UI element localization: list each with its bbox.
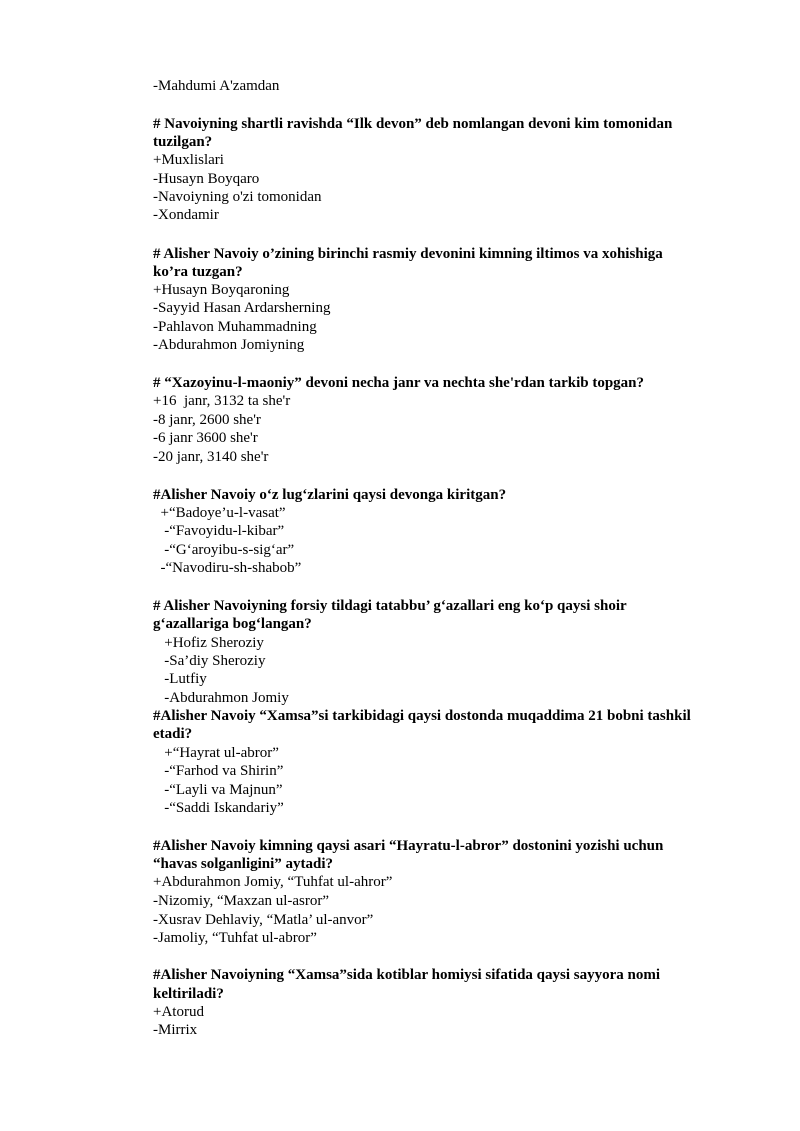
answer-option: -20 janr, 3140 she'r (153, 449, 269, 465)
question-text: #Alisher Navoiy kimning qaysi asari “Hayratu-l-abror” dostonini yozishi uchun (153, 838, 664, 854)
question-text: #Alisher Navoiy “Xamsa”si tarkibidagi qaysi dostonda muqaddima 21 bobni tashkil (153, 708, 691, 724)
question-text: # “Xazoyinu-l-maoniy” devoni necha janr va nechta she'rdan tarkib topgan? (153, 375, 645, 391)
question-text: tuzilgan? (153, 134, 213, 150)
answer-option: -Sa’diy Sheroziy (153, 653, 266, 669)
answer-option: +Muxlislari (153, 152, 224, 168)
answer-option: -“G‘aroyibu-s-sig‘ar” (153, 542, 295, 558)
answer-option: -“Farhod va Shirin” (153, 763, 284, 779)
answer-option: -Abdurahmon Jomiyning (153, 337, 305, 353)
answer-option: -Mirrix (153, 1022, 198, 1038)
question-text: ko’ra tuzgan? (153, 264, 243, 280)
answer-option: -“Favoyidu-l-kibar” (153, 523, 285, 539)
question-text: etadi? (153, 726, 193, 742)
answer-option: -Sayyid Hasan Ardarsherning (153, 300, 331, 316)
answer-option: -8 janr, 2600 she'r (153, 412, 261, 428)
answer-option: +Husayn Boyqaroning (153, 282, 290, 298)
question-text: # Alisher Navoiy o’zining birinchi rasmiy devonini kimning iltimos va xohishiga (153, 246, 663, 262)
question-text: #Alisher Navoiy o‘z lug‘zlarini qaysi devonga kiritgan? (153, 487, 507, 503)
question-text: keltiriladi? (153, 986, 224, 1002)
answer-option: -Mahdumi A'zamdan (153, 78, 280, 94)
question-text: # Navoiyning shartli ravishda “Ilk devon” deb nomlangan devoni kim tomonidan (153, 116, 673, 132)
question-text: “havas solganligini” aytadi? (153, 856, 334, 872)
answer-option: -Xondamir (153, 207, 219, 223)
question-text: #Alisher Navoiyning “Xamsa”sida kotiblar homiysi sifatida qaysi sayyora nomi (153, 967, 661, 983)
answer-option: -“Layli va Majnun” (153, 782, 283, 798)
answer-option: +Abdurahmon Jomiy, “Tuhfat ul-ahror” (153, 874, 393, 890)
question-text: # Alisher Navoiyning forsiy tildagi tatabbu’ g‘azallari eng ko‘p qaysi shoir (153, 598, 627, 614)
answer-option: -Xusrav Dehlaviy, “Matla’ ul-anvor” (153, 912, 374, 928)
answer-option: -Navoiyning o'zi tomonidan (153, 189, 322, 205)
answer-option: -Jamoliy, “Tuhfat ul-abror” (153, 930, 317, 946)
answer-option: -“Navodiru-sh-shabob” (153, 560, 302, 576)
question-text: g‘azallariga bog‘langan? (153, 616, 312, 632)
answer-option: -Husayn Boyqaro (153, 171, 260, 187)
answer-option: -Lutfiy (153, 671, 207, 687)
answer-option: -6 janr 3600 she'r (153, 430, 258, 446)
answer-option: +Hofiz Sheroziy (153, 635, 264, 651)
answer-option: -Nizomiy, “Maxzan ul-asror” (153, 893, 330, 909)
answer-option: +“Hayrat ul-abror” (153, 745, 279, 761)
answer-option: +“Badoye’u-l-vasat” (153, 505, 286, 521)
answer-option: -Pahlavon Muhammadning (153, 319, 317, 335)
answer-option: -Abdurahmon Jomiy (153, 690, 289, 706)
answer-option: +16 janr, 3132 ta she'r (153, 393, 291, 409)
answer-option: -“Saddi Iskandariy” (153, 800, 284, 816)
answer-option: +Atorud (153, 1004, 204, 1020)
